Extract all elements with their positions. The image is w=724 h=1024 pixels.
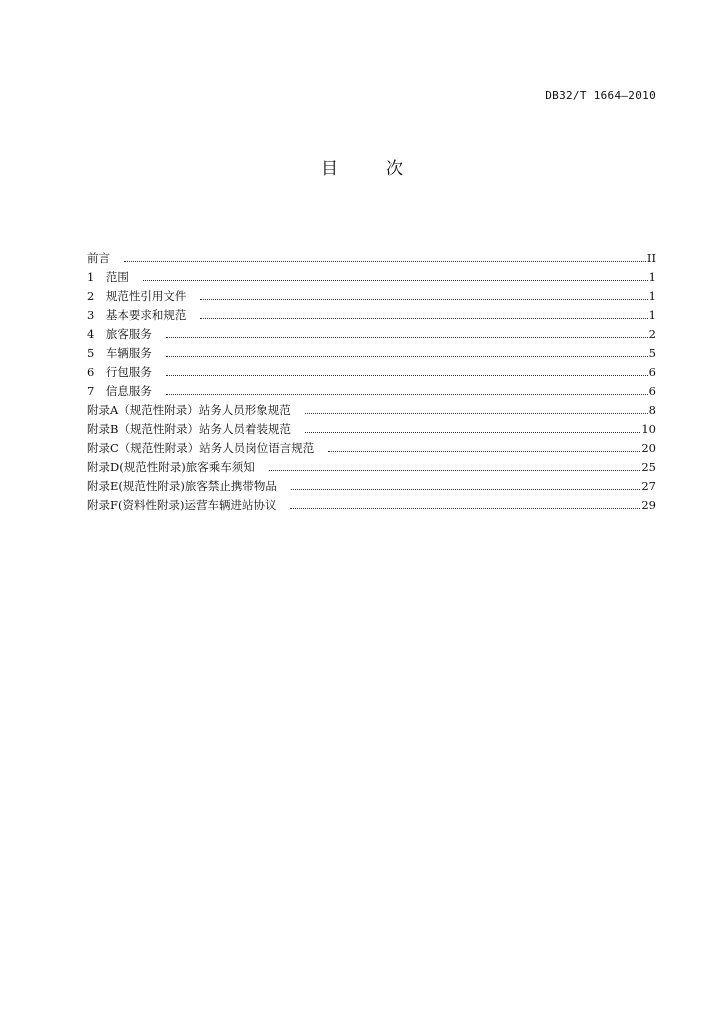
toc-dot-leader	[143, 280, 648, 281]
toc-entry-page: 27	[641, 479, 656, 493]
toc-entry-basic-requirements[interactable]	[87, 306, 656, 325]
toc-entry-page: II	[646, 251, 656, 265]
toc-dot-leader	[124, 261, 646, 262]
toc-entry-appendix-c[interactable]	[87, 439, 656, 458]
toc-entry-baggage-service[interactable]	[87, 363, 656, 382]
toc-title-char-2: 次	[386, 159, 403, 179]
toc-entry-page: 2	[648, 327, 656, 341]
toc-entry-label: 2 规范性引用文件	[87, 289, 187, 303]
document-code: DB32/T 1664—2010	[545, 89, 656, 102]
toc-entry-passenger-service[interactable]	[87, 325, 656, 344]
toc-entry-page: 5	[648, 346, 656, 360]
toc-dot-leader	[305, 413, 648, 414]
toc-entry-scope[interactable]	[87, 268, 656, 287]
toc-entry-label: 前言	[87, 251, 110, 265]
toc-entry-label: 3 基本要求和规范	[87, 308, 187, 322]
toc-entry-page: 1	[648, 270, 656, 284]
toc-title-char-1: 目	[321, 159, 338, 179]
toc-entry-page: 6	[648, 384, 656, 398]
toc-dot-leader	[200, 299, 647, 300]
toc-dot-leader	[269, 470, 641, 471]
toc-entry-appendix-a[interactable]	[87, 401, 656, 420]
toc-dot-leader	[166, 356, 648, 357]
toc-entry-page: 1	[648, 308, 656, 322]
toc-entry-page: 25	[641, 460, 656, 474]
toc-entry-page: 8	[648, 403, 656, 417]
toc-dot-leader	[290, 508, 640, 509]
toc-entry-normative-references[interactable]	[87, 287, 656, 306]
toc-entry-foreword[interactable]	[87, 249, 656, 268]
toc-title	[0, 154, 724, 179]
toc-dot-leader	[305, 432, 640, 433]
toc-entry-label: 附录A（规范性附录）站务人员形象规范	[87, 403, 291, 417]
toc-entry-label: 5 车辆服务	[87, 346, 152, 360]
toc-entry-label: 7 信息服务	[87, 384, 152, 398]
toc-dot-leader	[166, 337, 648, 338]
toc-entry-page: 29	[641, 498, 656, 512]
toc-entry-label: 附录B（规范性附录）站务人员着装规范	[87, 422, 291, 436]
toc-entry-appendix-b[interactable]	[87, 420, 656, 439]
toc-dot-leader	[166, 375, 648, 376]
toc-entry-page: 20	[641, 441, 656, 455]
toc-entry-appendix-d[interactable]	[87, 458, 656, 477]
toc-entry-appendix-e[interactable]	[87, 477, 656, 496]
toc-entry-label: 6 行包服务	[87, 365, 152, 379]
toc-entry-label: 附录D(规范性附录)旅客乘车须知	[87, 460, 255, 474]
toc-entry-page: 6	[648, 365, 656, 379]
toc-entry-label: 附录E(规范性附录)旅客禁止携带物品	[87, 479, 277, 493]
toc-entry-vehicle-service[interactable]	[87, 344, 656, 363]
table-of-contents	[87, 249, 656, 515]
toc-entry-information-service[interactable]	[87, 382, 656, 401]
toc-entry-appendix-f[interactable]	[87, 496, 656, 515]
toc-entry-label: 附录F(资料性附录)运营车辆进站协议	[87, 498, 277, 512]
toc-dot-leader	[291, 489, 640, 490]
toc-entry-page: 1	[648, 289, 656, 303]
toc-dot-leader	[328, 451, 640, 452]
toc-entry-label: 4 旅客服务	[87, 327, 152, 341]
toc-entry-label: 附录C（规范性附录）站务人员岗位语言规范	[87, 441, 315, 455]
toc-dot-leader	[166, 394, 648, 395]
toc-dot-leader	[200, 318, 647, 319]
toc-entry-page: 10	[641, 422, 656, 436]
toc-entry-label: 1 范围	[87, 270, 129, 284]
